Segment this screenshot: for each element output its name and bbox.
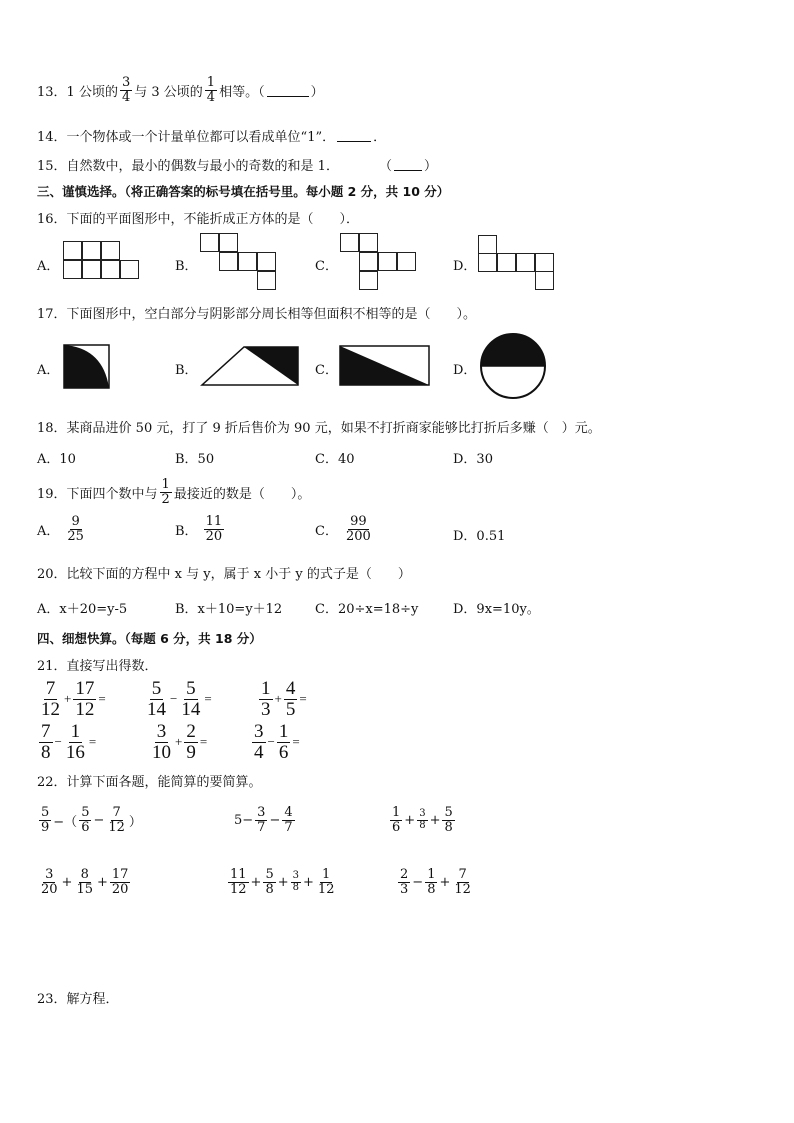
question-14 [37, 126, 386, 145]
q21-expr-3: $\frac{1}{3}$ + $\frac{4}{5}$ = [261, 678, 307, 720]
q22-expr-3: $\frac{1}{6}$ + $\frac{3}{8}$ + $\frac{5}{8}$ [392, 805, 453, 835]
q15-answer-blank[interactable] [394, 158, 422, 171]
question-17: 17．下面图形中，空白部分与阴影部分周长相等但面积不相等的是（ ）。 [37, 307, 477, 322]
q22-expr-5: $\frac{11}{12}$ + $\frac{5}{8}$ + $\frac{3}{8}$ + $\frac{1}{12}$ [230, 867, 335, 897]
fraction-1-2: $\frac{1}{2}$ [161, 477, 170, 507]
q16-option-c[interactable]: C． [315, 259, 338, 274]
q21-expr-2: $\frac{5}{14}$ − $\frac{5}{14}$ = [147, 678, 212, 720]
q20-option-a[interactable]: A．x＋20=y-5 [37, 602, 128, 617]
q16-net-c [340, 233, 420, 293]
q17-option-c[interactable]: C． [315, 363, 338, 378]
q20-option-c[interactable]: C．20÷x=18÷y [315, 602, 419, 617]
q21-expr-6: $\frac{3}{4}$ − $\frac{1}{6}$ = [254, 721, 300, 763]
q17-figure-a [63, 344, 111, 390]
q16-option-b[interactable]: B． [175, 259, 198, 274]
q22-expr-4: $\frac{3}{20}$ + $\frac{8}{15}$ + $\frac{17}{20}$ [41, 867, 129, 897]
q16-net-d [478, 235, 558, 295]
q19-option-b[interactable]: B． $\frac{11}{20}$ [175, 514, 223, 544]
section-4-heading: 四、细想快算。（每题 6 分，共 18 分） [37, 631, 262, 646]
q18-option-a[interactable]: A．10 [37, 452, 76, 467]
q14-text: 14．一个物体或一个计量单位都可以看成单位“1”． [37, 130, 336, 145]
q21-expr-1: $\frac{7}{12}$ + $\frac{17}{12}$ = [41, 678, 106, 720]
question-20: 20．比较下面的方程中 x 与 y，属于 x 小于 y 的式子是（ ） [37, 567, 411, 582]
q17-figure-d [477, 333, 549, 399]
q22-expr-1: $\frac{5}{9}$ −（ $\frac{5}{6}$ − $\frac{7}{12}$ ） [41, 805, 142, 835]
q13-text-3: 相等。（ [219, 84, 265, 100]
question-23: 23．解方程． [37, 992, 119, 1007]
question-18: 18．某商品进价 50 元，打了 9 折后售价为 90 元，如果不打折商家能够比打折后多赚（ ）元。 [37, 421, 601, 436]
q20-option-d[interactable]: D．9x=10y。 [453, 602, 540, 617]
q19-option-a[interactable]: A． $\frac{9}{25}$ [37, 514, 84, 544]
q21-expr-5: $\frac{3}{10}$ + $\frac{2}{9}$ = [152, 721, 208, 763]
q22-expr-6: $\frac{2}{3}$ − $\frac{1}{8}$ + $\frac{7}{12}$ [400, 867, 471, 897]
question-19: 19．下面四个数中与 $\frac{1}{2}$ 最接近的数是（ ）。 [37, 477, 311, 507]
q19-option-c[interactable]: C． $\frac{99}{200}$ [315, 514, 371, 544]
q14-tail: ． [373, 130, 387, 145]
q18-option-b[interactable]: B．50 [175, 452, 215, 467]
q13-answer-blank[interactable] [267, 84, 309, 97]
q21-expr-4: $\frac{7}{8}$ − $\frac{1}{16}$ = [41, 721, 97, 763]
q13-text-2: 与 3 公顷的 [134, 84, 203, 100]
q13-text-4: ） [310, 84, 324, 100]
q16-net-b [200, 233, 280, 293]
section-3-heading: 三、谨慎选择。（将正确答案的标号填在括号里。每小题 2 分，共 10 分） [37, 184, 450, 199]
q15-paren-close: ） [423, 159, 437, 174]
q16-net-a [63, 241, 143, 301]
fraction-3-4: $\frac{3}{4}$ [121, 75, 131, 105]
q14-answer-blank[interactable] [337, 129, 371, 142]
q17-option-a[interactable]: A． [37, 363, 60, 378]
q20-option-b[interactable]: B．x＋10=y＋12 [175, 602, 283, 617]
q17-figure-b [200, 345, 300, 387]
q13-text-1: 1 公顷的 [66, 84, 118, 100]
question-15 [37, 155, 437, 174]
question-21: 21．直接写出得数． [37, 659, 158, 674]
q17-option-d[interactable]: D． [453, 363, 477, 378]
q13-number: 13． [37, 84, 67, 100]
q18-option-d[interactable]: D．30 [453, 452, 493, 467]
q22-expr-2: 5− $\frac{3}{7}$ − $\frac{4}{7}$ [234, 805, 293, 835]
q18-option-c[interactable]: C．40 [315, 452, 355, 467]
q16-option-a[interactable]: A． [37, 259, 60, 274]
question-16: 16．下面的平面图形中，不能折成正方体的是（ ）． [37, 212, 360, 227]
q16-option-d[interactable]: D． [453, 259, 477, 274]
q19-option-d[interactable]: D．0.51 [453, 529, 506, 544]
q15-text: 15．自然数中，最小的偶数与最小的奇数的和是 1． [37, 159, 339, 174]
q17-option-b[interactable]: B． [175, 363, 198, 378]
q15-paren-open: （ [378, 159, 392, 174]
question-13 [37, 76, 324, 104]
q17-figure-c [339, 345, 431, 387]
fraction-1-4: $\frac{1}{4}$ [206, 75, 216, 105]
question-22: 22．计算下面各题，能简算的要简算。 [37, 775, 262, 790]
